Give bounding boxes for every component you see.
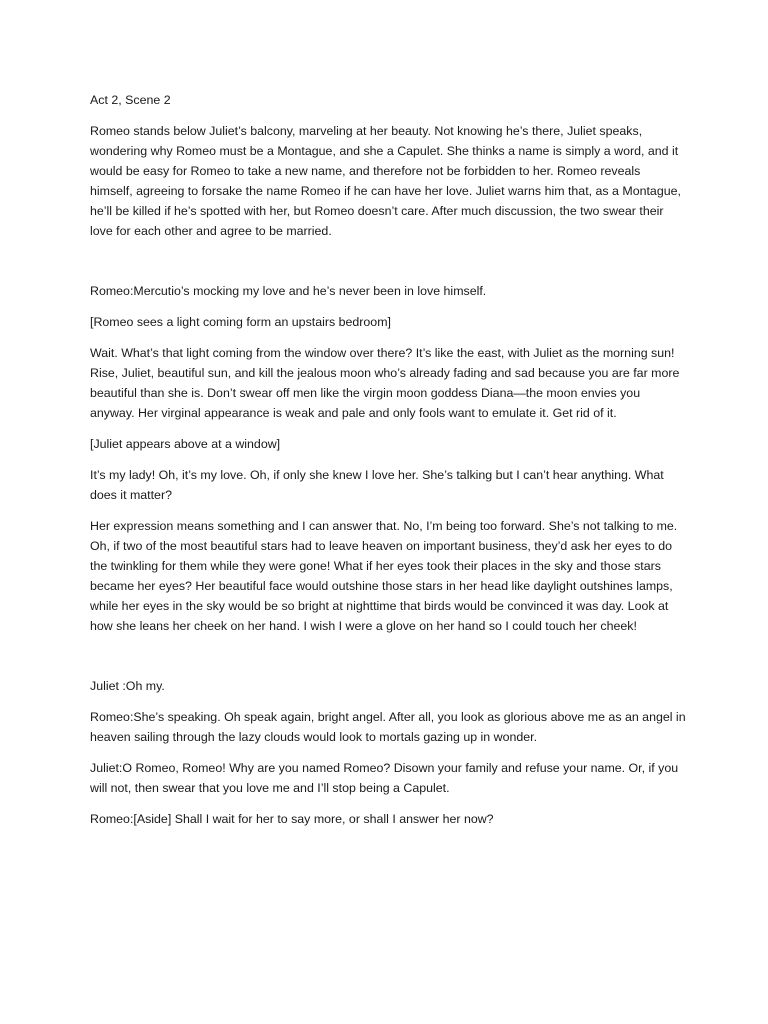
document-page xyxy=(90,90,686,840)
dialogue-romeo-aside: Romeo:[Aside] Shall I wait for her to say more, or shall I answer her now? xyxy=(90,812,494,826)
scene-heading: Act 2, Scene 2 xyxy=(90,93,171,107)
dialogue-romeo-my-lady: It’s my lady! Oh, it’s my love. Oh, if only she knew I love her. She’s talking but I can’t hear anything. What does it matter? xyxy=(90,468,664,502)
dialogue-juliet-oh-my: Juliet :Oh my. xyxy=(90,679,165,693)
dialogue-romeo-angel: Romeo:She’s speaking. Oh speak again, bright angel. After all, you look as glorious above me as an angel in heaven sailing through the lazy clouds would look to mortals gazing up in wonder. xyxy=(90,710,686,744)
dialogue-romeo-sun: Wait. What’s that light coming from the window over there? It’s like the east, with Juliet as the morning sun! Rise, Juliet, beautiful sun, and kill the jealous moon who’s already fading and sad because you are far more beautiful than she is. Don’t swear off men like the virgin moon goddess Diana—the moon envies you anyway. Her virginal appearance is weak and pale and only fools want to emulate it. Get rid of it. xyxy=(90,346,680,420)
stage-direction-juliet-window: [Juliet appears above at a window] xyxy=(90,437,281,451)
dialogue-juliet-o-romeo: Juliet:O Romeo, Romeo! Why are you named Romeo? Disown your family and refuse your name. Or, if you will not, then swear that you love me and I’ll stop being a Capulet. xyxy=(90,761,679,795)
scene-summary: Romeo stands below Juliet’s balcony, marveling at her beauty. Not knowing he’s there, Juliet speaks, wondering why Romeo must be a Montague, and she a Capulet. She thinks a name is simply a word, and it would be easy for Romeo to take a new name, and therefore not be forbidden to her. Romeo reveals himself, agreeing to forsake the name Romeo if he can have her love. Juliet warns him that, as a Montague, he’ll be killed if he’s spotted with her, but Romeo doesn’t care. After much discussion, the two swear their love for each other and agree to be married. xyxy=(90,124,681,238)
dialogue-romeo-stars: Her expression means something and I can answer that. No, I’m being too forward. She’s not talking to me. Oh, if two of the most beautiful stars had to leave heaven on important business, they’d ask her eyes to do the twinkling for them while they were gone! What if her eyes took their places in the sky and those stars became her eyes? Her beautiful face would outshine those stars in her head like daylight outshines lamps, while her eyes in the sky would be so bright at nighttime that birds would be convinced it was day. Look at how she leans her cheek on her hand. I wish I were a glove on her hand so I could touch her cheek! xyxy=(90,519,678,633)
dialogue-romeo-mercutio: Romeo:Mercutio’s mocking my love and he’s never been in love himself. xyxy=(90,284,487,298)
stage-direction-light: [Romeo sees a light coming form an upstairs bedroom] xyxy=(90,315,391,329)
